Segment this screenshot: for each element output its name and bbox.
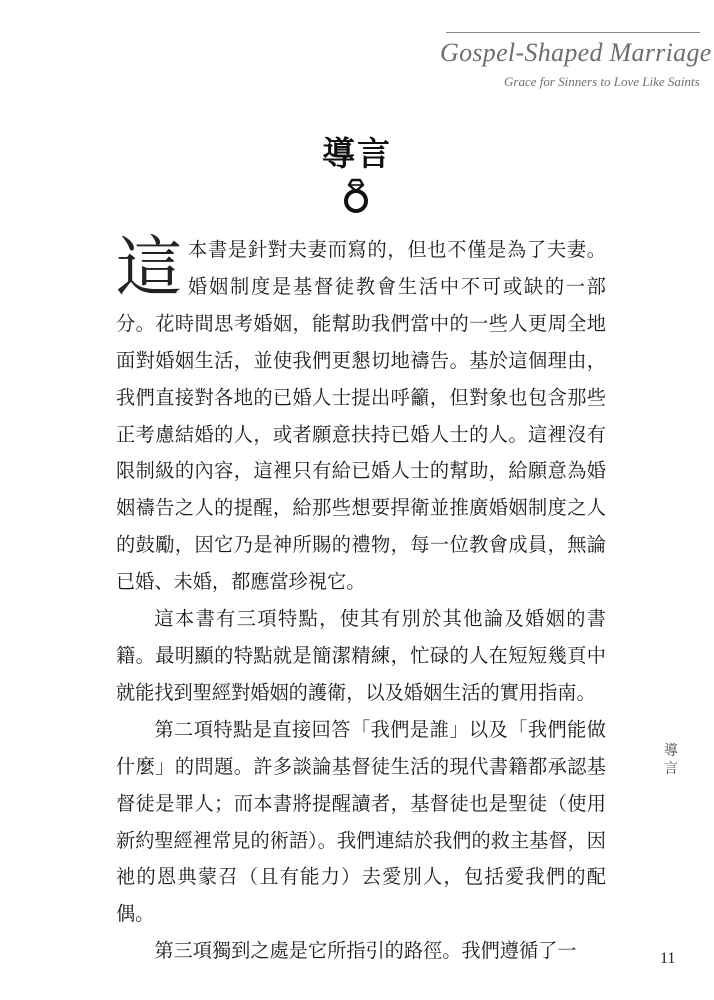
drop-cap: 這 [116,229,182,306]
paragraph [116,229,606,601]
running-header [440,18,712,98]
page-number: 11 [660,950,676,967]
book-subtitle: Grace for Sinners to Love Like Saints [504,74,700,89]
header-rule [446,32,700,33]
book-title: Gospel-Shaped Marriage [440,38,712,67]
paragraph-text: 本書是針對夫妻而寫的，但也不僅是為了夫妻。婚姻制度是基督徒教會生活中不可或缺的一部分。花時間思考婚姻，能幫助我們當中的一些人更周全地面對婚姻生活，並使我們更懇切地禱告。基於這個理由，我們直接對各地的已婚人士提出呼籲，但對象也包含那些正考慮結婚的人，或者願意扶持已婚人士的人。這裡沒有限制級的內容，這裡只有給已婚人士的幫助，給願意為婚姻禱告之人的提醒，給那些想要捍衛並推廣婚姻制度之人的鼓勵，因它乃是神所賜的禮物，每一位教會成員，無論已婚、未婚，都應當珍視它。 [116,238,606,594]
paragraph: 第三項獨到之處是它所指引的路徑。我們遵循了一 [154,939,577,963]
chapter-title: 導言 [322,134,392,173]
ring-icon [341,178,371,214]
chapter-side-tab: 導言 [664,743,678,777]
paragraph: 這本書有三項特點，使其有別於其他論及婚姻的書籍。最明顯的特點就是簡潔精練，忙碌的人在短短幾頁中就能找到聖經對婚姻的護衛，以及婚姻生活的實用指南。 [116,607,606,704]
body-text [116,229,606,970]
paragraph: 第二項特點是直接回答「我們是誰」以及「我們能做什麼」的問題。許多談論基督徒生活的現代書籍都承認基督徒是罪人；而本書將提醒讀者，基督徒也是聖徒（使用新約聖經裡常見的術語）。我們連結於我們的救主基督，因祂的恩典蒙召（且有能力）去愛別人，包括愛我們的配偶。 [116,717,606,926]
